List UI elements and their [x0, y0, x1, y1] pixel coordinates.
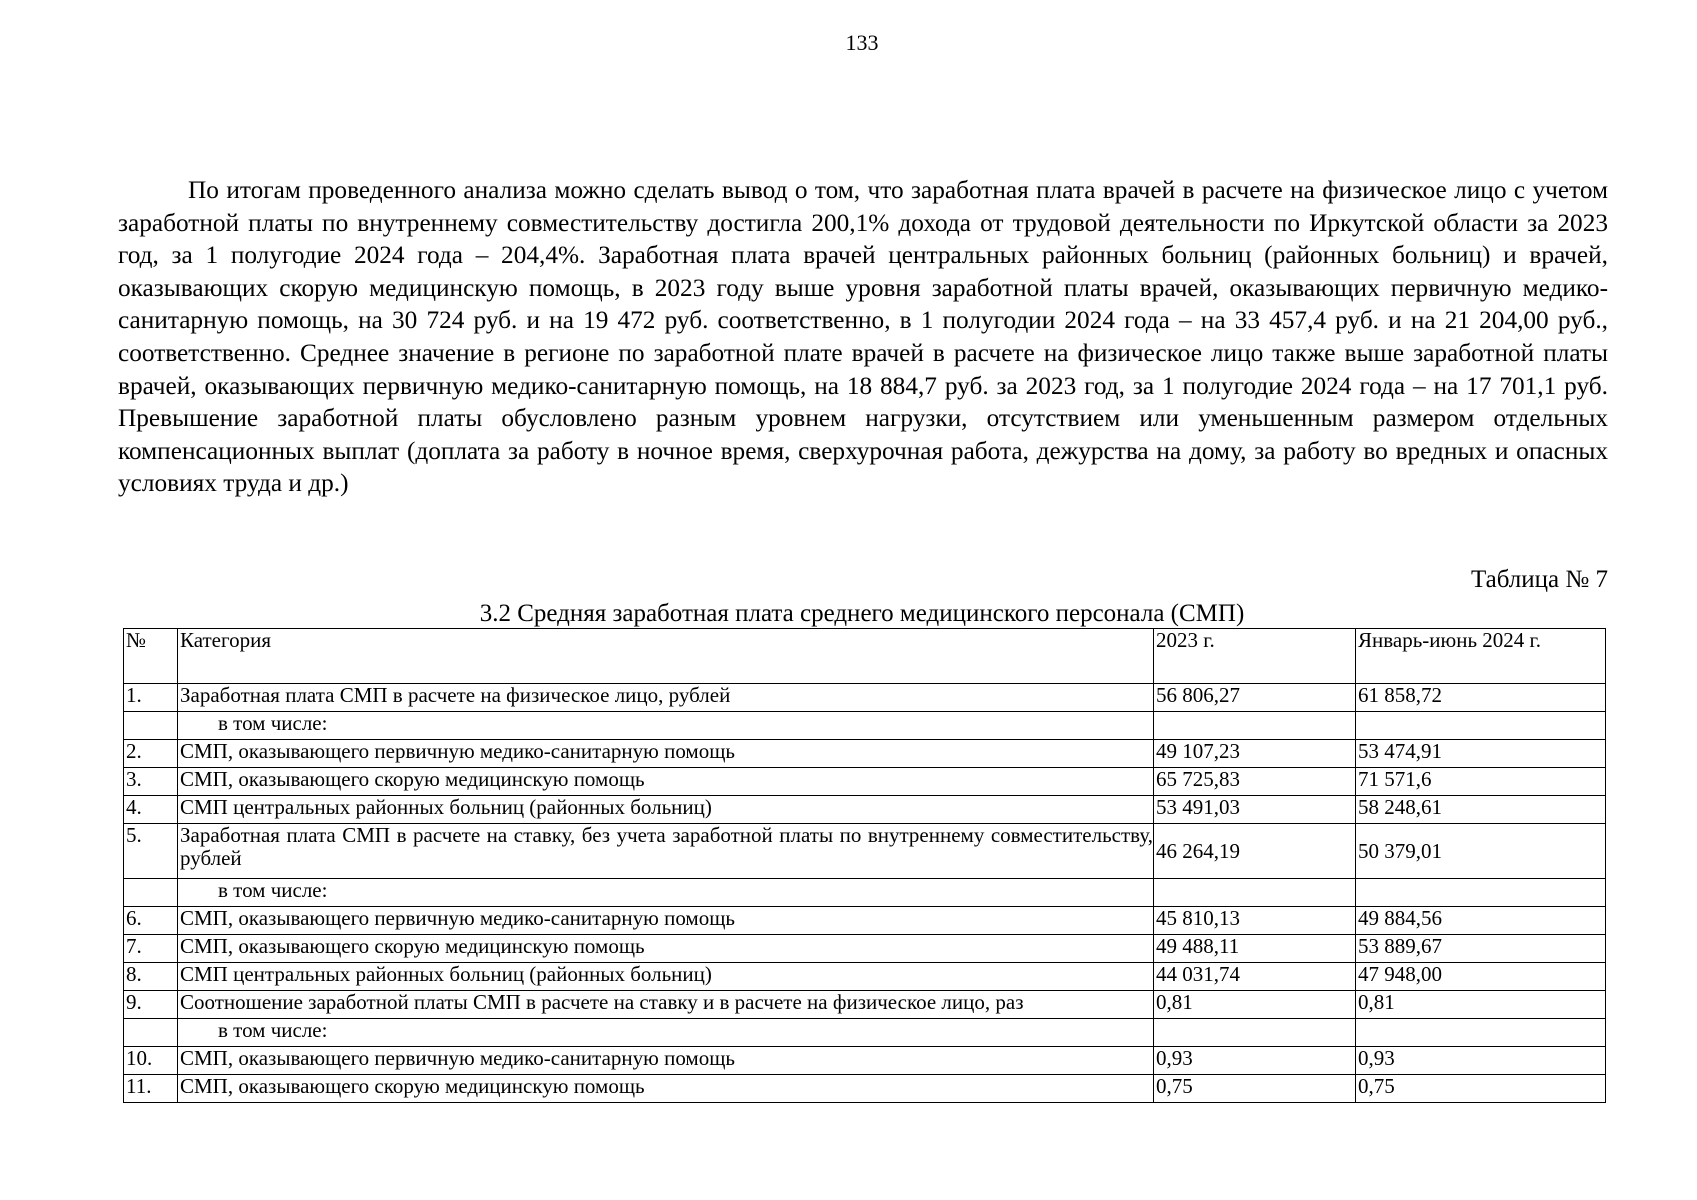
row-num	[124, 712, 178, 740]
table-row	[124, 1019, 1606, 1047]
table-row	[124, 824, 1606, 879]
row-value-2023: 53 491,03	[1154, 796, 1356, 824]
table-row	[124, 879, 1606, 907]
row-category: в том числе:	[178, 1019, 1154, 1047]
table-row	[124, 935, 1606, 963]
row-category: в том числе:	[178, 712, 1154, 740]
table-row	[124, 1047, 1606, 1075]
row-value-2024: 61 858,72	[1356, 684, 1606, 712]
row-num: 2.	[124, 740, 178, 768]
row-value-2024	[1356, 1019, 1606, 1047]
row-num: 4.	[124, 796, 178, 824]
header-num: №	[124, 629, 178, 684]
row-value-2023: 0,81	[1154, 991, 1356, 1019]
table-row	[124, 684, 1606, 712]
salary-table	[123, 628, 1606, 1103]
page-number: 133	[845, 30, 879, 55]
row-value-2023: 0,93	[1154, 1047, 1356, 1075]
row-category: СМП, оказывающего скорую медицинскую помощь	[178, 935, 1154, 963]
table-row	[124, 963, 1606, 991]
row-value-2023: 44 031,74	[1154, 963, 1356, 991]
row-category: СМП, оказывающего скорую медицинскую помощь	[178, 1075, 1154, 1103]
header-2023: 2023 г.	[1154, 629, 1356, 684]
row-num: 5.	[124, 824, 178, 879]
row-category: СМП, оказывающего скорую медицинскую помощь	[178, 768, 1154, 796]
row-value-2024	[1356, 879, 1606, 907]
row-num: 7.	[124, 935, 178, 963]
row-num: 10.	[124, 1047, 178, 1075]
row-num	[124, 1019, 178, 1047]
table-row	[124, 796, 1606, 824]
body-paragraph: По итогам проведенного анализа можно сделать вывод о том, что заработная плата врачей в расчете на физическое лицо с учетом заработной платы по внутреннему совместительству достигла 200,1% дохода от трудовой деятельности по Иркутской области за 2023 год, за 1 полугодие 2024 года – 204,4%. Заработная плата врачей центральных районных больниц (районных больниц) и врачей, оказывающих скорую медицинскую помощь, в 2023 году выше уровня заработной платы врачей, оказывающих первичную медико-санитарную помощь, на 30 724 руб. и на 19 472 руб. соответственно, в 1 полугодии 2024 года – на 33 457,4 руб. и на 21 204,00 руб., соответственно. Среднее значение в регионе по заработной плате врачей в расчете на физическое лицо также выше заработной платы врачей, оказывающих первичную медико-санитарную помощь, на 18 884,7 руб. за 2023 год, за 1 полугодие 2024 года – на 17 701,1 руб. Превышение заработной платы обусловлено разным уровнем нагрузки, отсутствием или уменьшенным размером отдельных компенсационных выплат (доплата за работу в ночное время, сверхурочная работа, дежурства на дому, за работу во вредных и опасных условиях труда и др.)	[118, 176, 1608, 498]
row-value-2023: 46 264,19	[1154, 824, 1356, 879]
row-value-2024: 47 948,00	[1356, 963, 1606, 991]
row-value-2024: 53 889,67	[1356, 935, 1606, 963]
row-value-2023: 49 488,11	[1154, 935, 1356, 963]
row-num: 9.	[124, 991, 178, 1019]
row-category: СМП, оказывающего первичную медико-санитарную помощь	[178, 740, 1154, 768]
row-value-2024: 0,81	[1356, 991, 1606, 1019]
header-category: Категория	[178, 629, 1154, 684]
row-category: в том числе:	[178, 879, 1154, 907]
table-row	[124, 907, 1606, 935]
table-row	[124, 740, 1606, 768]
row-category: СМП центральных районных больниц (районных больниц)	[178, 796, 1154, 824]
row-value-2024: 0,93	[1356, 1047, 1606, 1075]
row-num: 3.	[124, 768, 178, 796]
row-value-2024: 53 474,91	[1356, 740, 1606, 768]
row-value-2024: 58 248,61	[1356, 796, 1606, 824]
row-category: СМП, оказывающего первичную медико-санитарную помощь	[178, 907, 1154, 935]
row-num: 11.	[124, 1075, 178, 1103]
table-number: Таблица № 7	[1470, 566, 1608, 593]
row-value-2024: 50 379,01	[1356, 824, 1606, 879]
header-2024: Январь-июнь 2024 г.	[1356, 629, 1606, 684]
row-value-2023: 45 810,13	[1154, 907, 1356, 935]
row-category: Заработная плата СМП в расчете на физическое лицо, рублей	[178, 684, 1154, 712]
table-row	[124, 991, 1606, 1019]
row-num: 1.	[124, 684, 178, 712]
row-value-2023	[1154, 1019, 1356, 1047]
row-num: 6.	[124, 907, 178, 935]
row-value-2023: 49 107,23	[1154, 740, 1356, 768]
table-row	[124, 712, 1606, 740]
row-value-2023: 56 806,27	[1154, 684, 1356, 712]
row-num: 8.	[124, 963, 178, 991]
row-value-2023: 65 725,83	[1154, 768, 1356, 796]
row-value-2024: 0,75	[1356, 1075, 1606, 1103]
table-title: 3.2 Средняя заработная плата среднего медицинского персонала (СМП)	[479, 600, 1245, 627]
row-num	[124, 879, 178, 907]
table-header-row	[124, 629, 1606, 684]
row-value-2024: 71 571,6	[1356, 768, 1606, 796]
row-value-2023: 0,75	[1154, 1075, 1356, 1103]
row-value-2023	[1154, 879, 1356, 907]
table-row	[124, 1075, 1606, 1103]
row-category: Заработная плата СМП в расчете на ставку, без учета заработной платы по внутреннему совместительству, рублей	[178, 824, 1154, 879]
row-category: СМП, оказывающего первичную медико-санитарную помощь	[178, 1047, 1154, 1075]
row-value-2023	[1154, 712, 1356, 740]
row-category: Соотношение заработной платы СМП в расчете на ставку и в расчете на физическое лицо, раз	[178, 991, 1154, 1019]
table-row	[124, 768, 1606, 796]
row-value-2024: 49 884,56	[1356, 907, 1606, 935]
row-value-2024	[1356, 712, 1606, 740]
row-category: СМП центральных районных больниц (районных больниц)	[178, 963, 1154, 991]
